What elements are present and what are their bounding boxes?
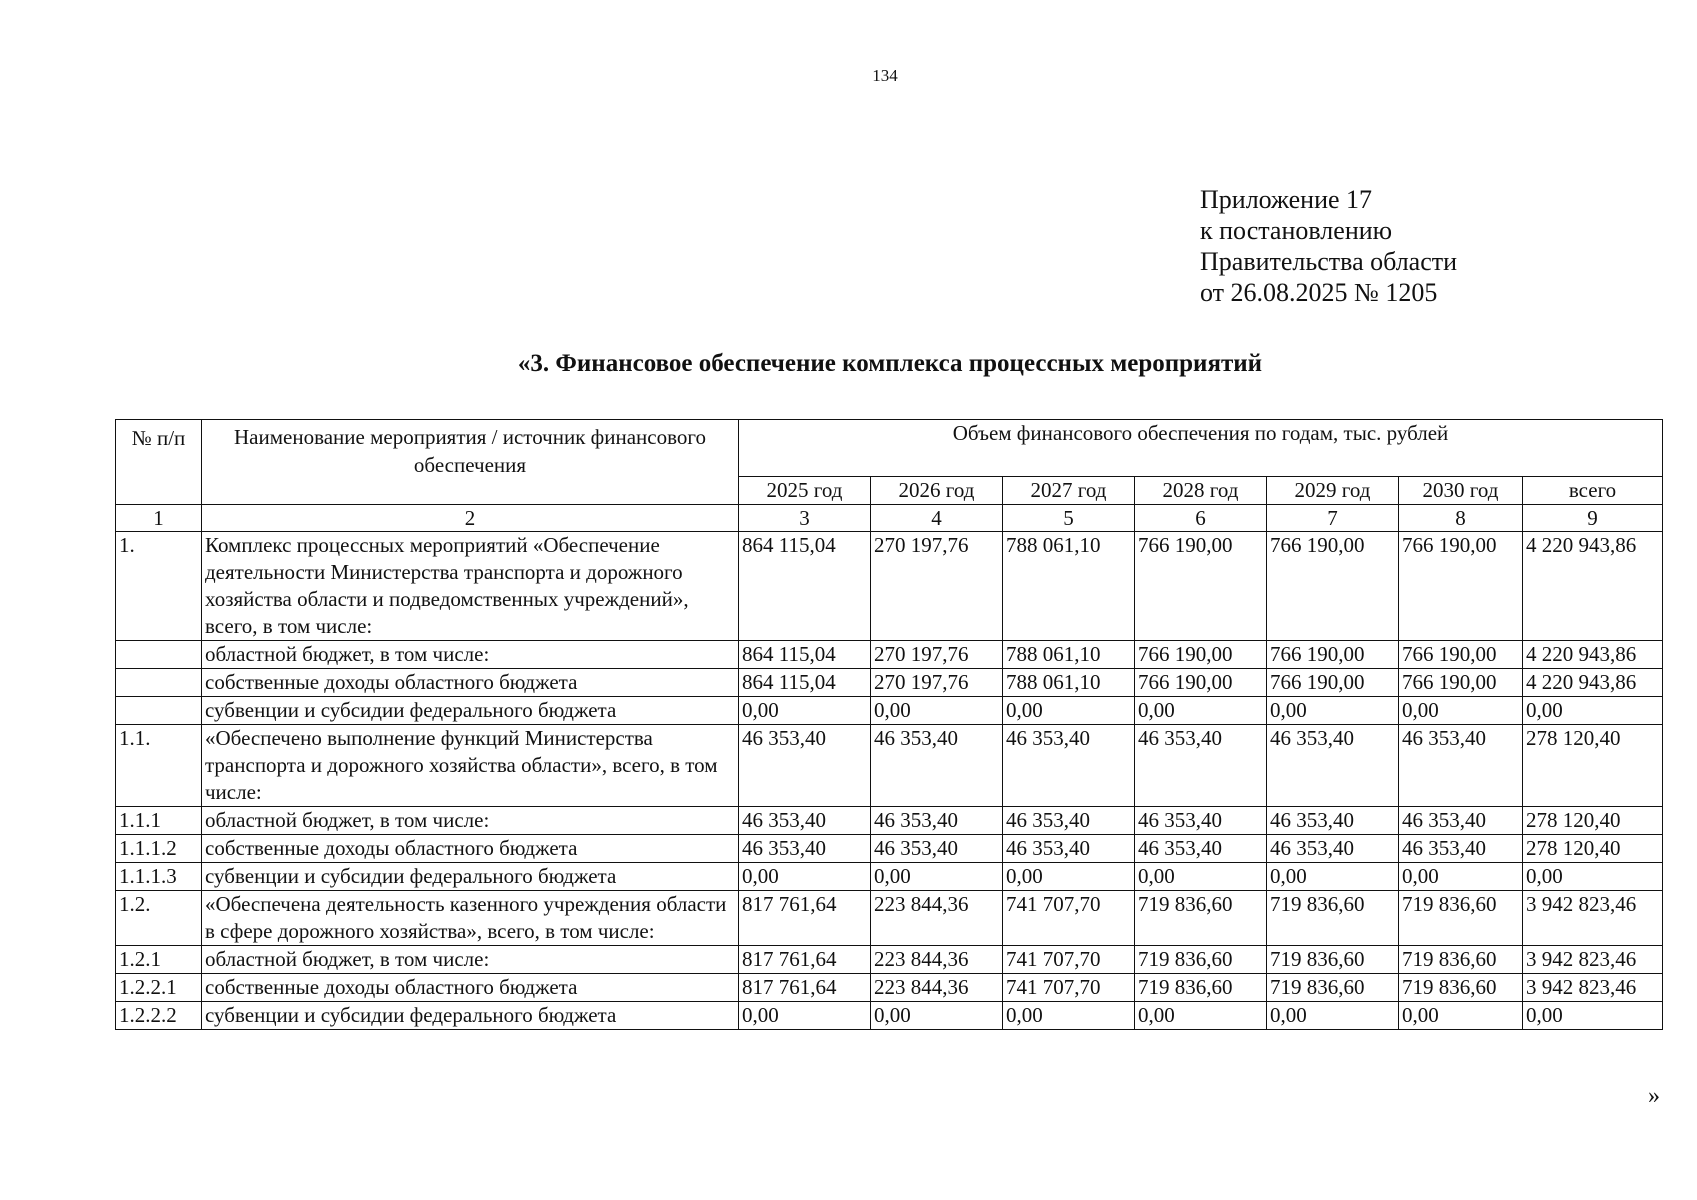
row-year-value: 46 353,40 (1399, 807, 1523, 835)
column-number: 5 (1003, 505, 1135, 532)
table-row (116, 891, 1663, 946)
row-year-value: 46 353,40 (871, 725, 1003, 807)
row-name: субвенции и субсидии федерального бюджета (202, 1002, 739, 1030)
row-name: субвенции и субсидии федерального бюджета (202, 697, 739, 725)
header-year: 2030 год (1399, 477, 1523, 505)
row-year-value: 0,00 (1399, 1002, 1523, 1030)
row-year-value: 766 190,00 (1135, 669, 1267, 697)
row-name: субвенции и субсидии федерального бюджета (202, 863, 739, 891)
row-year-value: 0,00 (1399, 863, 1523, 891)
row-year-value: 864 115,04 (739, 532, 871, 641)
row-year-value: 766 190,00 (1267, 641, 1399, 669)
table-row (116, 863, 1663, 891)
row-year-value: 0,00 (871, 697, 1003, 725)
table-row (116, 697, 1663, 725)
column-number: 1 (116, 505, 202, 532)
table-row (116, 641, 1663, 669)
header-year: 2025 год (739, 477, 871, 505)
table-row (116, 725, 1663, 807)
row-year-value: 46 353,40 (1135, 725, 1267, 807)
column-number: 9 (1523, 505, 1663, 532)
row-year-value: 46 353,40 (1267, 725, 1399, 807)
header-name: Наименование мероприятия / источник финансового обеспечения (202, 420, 739, 505)
row-year-value: 46 353,40 (1135, 807, 1267, 835)
row-total-value: 0,00 (1523, 863, 1663, 891)
row-total-value: 4 220 943,86 (1523, 669, 1663, 697)
appendix-block (1200, 184, 1457, 308)
row-year-value: 741 707,70 (1003, 946, 1135, 974)
row-year-value: 0,00 (1399, 697, 1523, 725)
row-number (116, 669, 202, 697)
header-number: № п/п (116, 420, 202, 505)
page-number: 134 (872, 66, 898, 85)
row-year-value: 0,00 (1267, 697, 1399, 725)
row-number (116, 697, 202, 725)
row-year-value: 766 190,00 (1399, 669, 1523, 697)
row-year-value: 46 353,40 (1399, 835, 1523, 863)
row-number: 1.2.2.2 (116, 1002, 202, 1030)
row-year-value: 270 197,76 (871, 641, 1003, 669)
row-number: 1.2.2.1 (116, 974, 202, 1002)
row-year-value: 46 353,40 (739, 725, 871, 807)
row-year-value: 46 353,40 (871, 835, 1003, 863)
row-number: 1. (116, 532, 202, 641)
table-row (116, 669, 1663, 697)
row-year-value: 719 836,60 (1399, 974, 1523, 1002)
column-number: 2 (202, 505, 739, 532)
row-total-value: 0,00 (1523, 697, 1663, 725)
row-year-value: 766 190,00 (1135, 641, 1267, 669)
table-row (116, 835, 1663, 863)
row-year-value: 270 197,76 (871, 669, 1003, 697)
row-year-value: 766 190,00 (1399, 641, 1523, 669)
row-year-value: 223 844,36 (871, 946, 1003, 974)
row-year-value: 46 353,40 (1003, 725, 1135, 807)
header-year: 2026 год (871, 477, 1003, 505)
row-year-value: 766 190,00 (1135, 532, 1267, 641)
row-year-value: 0,00 (1135, 1002, 1267, 1030)
row-year-value: 46 353,40 (871, 807, 1003, 835)
appendix-line: от 26.08.2025 № 1205 (1200, 278, 1438, 307)
row-year-value: 0,00 (1003, 1002, 1135, 1030)
row-number (116, 641, 202, 669)
row-year-value: 46 353,40 (1267, 807, 1399, 835)
row-total-value: 0,00 (1523, 1002, 1663, 1030)
row-year-value: 46 353,40 (1135, 835, 1267, 863)
row-year-value: 788 061,10 (1003, 641, 1135, 669)
row-name: собственные доходы областного бюджета (202, 974, 739, 1002)
row-year-value: 0,00 (1267, 1002, 1399, 1030)
row-number: 1.1.1 (116, 807, 202, 835)
row-total-value: 278 120,40 (1523, 725, 1663, 807)
row-total-value: 278 120,40 (1523, 807, 1663, 835)
row-year-value: 817 761,64 (739, 974, 871, 1002)
column-number: 7 (1267, 505, 1399, 532)
financing-table (115, 419, 1663, 1030)
row-year-value: 46 353,40 (739, 807, 871, 835)
row-year-value: 46 353,40 (1267, 835, 1399, 863)
row-year-value: 0,00 (1267, 863, 1399, 891)
document-title: «3. Финансовое обеспечение комплекса процессных мероприятий (517, 350, 1263, 377)
row-year-value: 46 353,40 (1399, 725, 1523, 807)
row-year-value: 0,00 (739, 863, 871, 891)
row-year-value: 719 836,60 (1267, 891, 1399, 946)
row-total-value: 4 220 943,86 (1523, 641, 1663, 669)
row-year-value: 766 190,00 (1267, 532, 1399, 641)
appendix-line: к постановлению (1200, 216, 1393, 245)
row-year-value: 719 836,60 (1399, 891, 1523, 946)
row-year-value: 766 190,00 (1267, 669, 1399, 697)
row-name: областной бюджет, в том числе: (202, 807, 739, 835)
row-year-value: 864 115,04 (739, 641, 871, 669)
row-name: областной бюджет, в том числе: (202, 946, 739, 974)
row-year-value: 46 353,40 (1003, 807, 1135, 835)
row-year-value: 817 761,64 (739, 946, 871, 974)
table-row (116, 807, 1663, 835)
row-year-value: 788 061,10 (1003, 669, 1135, 697)
row-number: 1.1.1.3 (116, 863, 202, 891)
row-name: областной бюджет, в том числе: (202, 641, 739, 669)
header-year: 2027 год (1003, 477, 1135, 505)
row-name: «Обеспечено выполнение функций Министерства транспорта и дорожного хозяйства области», всего, в том числе: (202, 725, 739, 807)
row-year-value: 741 707,70 (1003, 974, 1135, 1002)
row-year-value: 0,00 (1135, 697, 1267, 725)
row-year-value: 817 761,64 (739, 891, 871, 946)
row-year-value: 719 836,60 (1135, 891, 1267, 946)
header-year: 2028 год (1135, 477, 1267, 505)
row-name: «Обеспечена деятельность казенного учреждения области в сфере дорожного хозяйства», всего, в том числе: (202, 891, 739, 946)
row-year-value: 719 836,60 (1267, 974, 1399, 1002)
row-year-value: 719 836,60 (1399, 946, 1523, 974)
appendix-line: Приложение 17 (1200, 185, 1373, 214)
table-row (116, 946, 1663, 974)
column-number: 6 (1135, 505, 1267, 532)
column-number: 4 (871, 505, 1003, 532)
row-number: 1.1. (116, 725, 202, 807)
row-year-value: 719 836,60 (1267, 946, 1399, 974)
row-year-value: 0,00 (1135, 863, 1267, 891)
closing-quote: » (1648, 1083, 1660, 1109)
row-name: Комплекс процессных мероприятий «Обеспечение деятельности Министерства транспорта и дорожного хозяйства области и подведомственных учреждений», всего, в том числе: (202, 532, 739, 641)
row-year-value: 788 061,10 (1003, 532, 1135, 641)
row-name: собственные доходы областного бюджета (202, 669, 739, 697)
row-year-value: 270 197,76 (871, 532, 1003, 641)
row-year-value: 741 707,70 (1003, 891, 1135, 946)
row-name: собственные доходы областного бюджета (202, 835, 739, 863)
row-total-value: 3 942 823,46 (1523, 891, 1663, 946)
header-total: всего (1523, 477, 1663, 505)
row-year-value: 0,00 (871, 863, 1003, 891)
header-volume: Объем финансового обеспечения по годам, тыс. рублей (739, 420, 1663, 477)
table-row (116, 974, 1663, 1002)
row-number: 1.1.1.2 (116, 835, 202, 863)
appendix-line: Правительства области (1200, 247, 1458, 276)
row-total-value: 3 942 823,46 (1523, 946, 1663, 974)
row-year-value: 0,00 (739, 697, 871, 725)
row-total-value: 278 120,40 (1523, 835, 1663, 863)
row-year-value: 0,00 (739, 1002, 871, 1030)
row-total-value: 4 220 943,86 (1523, 532, 1663, 641)
row-year-value: 719 836,60 (1135, 974, 1267, 1002)
row-year-value: 864 115,04 (739, 669, 871, 697)
row-year-value: 0,00 (871, 1002, 1003, 1030)
table-body (116, 532, 1663, 1030)
row-year-value: 46 353,40 (739, 835, 871, 863)
row-year-value: 0,00 (1003, 863, 1135, 891)
row-year-value: 223 844,36 (871, 974, 1003, 1002)
row-year-value: 766 190,00 (1399, 532, 1523, 641)
column-number: 3 (739, 505, 871, 532)
table-row (116, 532, 1663, 641)
row-number: 1.2.1 (116, 946, 202, 974)
row-year-value: 223 844,36 (871, 891, 1003, 946)
row-year-value: 719 836,60 (1135, 946, 1267, 974)
row-total-value: 3 942 823,46 (1523, 974, 1663, 1002)
table-row (116, 1002, 1663, 1030)
column-number: 8 (1399, 505, 1523, 532)
row-number: 1.2. (116, 891, 202, 946)
row-year-value: 0,00 (1003, 697, 1135, 725)
row-year-value: 46 353,40 (1003, 835, 1135, 863)
header-year: 2029 год (1267, 477, 1399, 505)
